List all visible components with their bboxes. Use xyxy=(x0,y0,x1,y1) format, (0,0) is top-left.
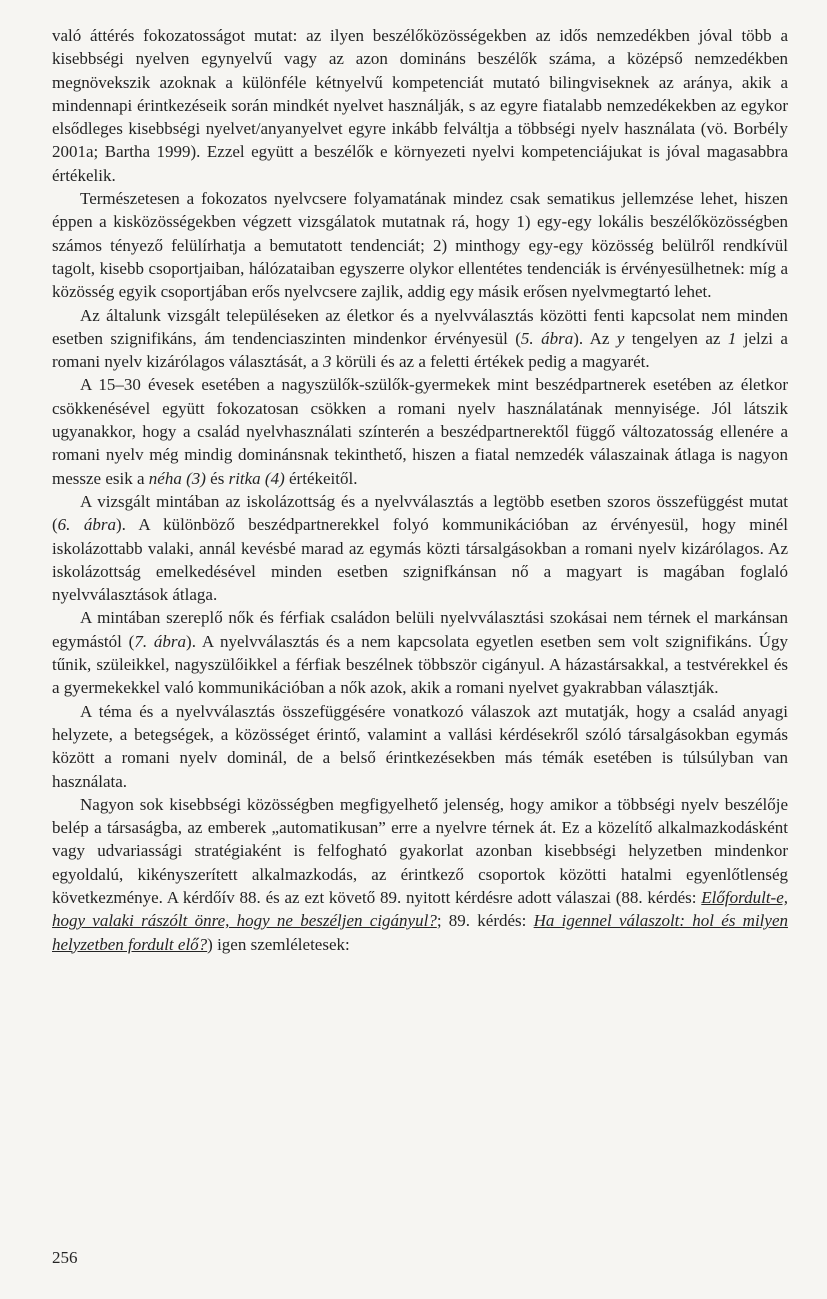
document-page xyxy=(52,24,788,956)
italic-text: 6. ábra xyxy=(57,515,116,535)
text-segment: ). A nyelvválasztás és a nem kapcsolata egyetlen esetben sem volt szignifikáns. Úgy tűnik, szüleikkel, nagyszülőikkel a férfiak beszélnek többször cigányul. A házastársakkal, a testvérekkel és a gyermekekkel való kommunikációban a nők azok, akik a romani nyelvet gyakrabban választják. xyxy=(52,631,788,698)
text-segment: Az általunk vizsgált településeken az életkor és a nyelvválasztás közötti fenti kapcsolat nem minden esetben szignifikáns, ám tendenciaszinten mindenkor érvényesül ( xyxy=(52,305,788,348)
text-segment: ) igen szemléletesek: xyxy=(207,934,350,954)
paragraph-5 xyxy=(52,490,788,606)
text-segment: A téma és a nyelvválasztás összefüggésére vonatkozó válaszok azt mutatják, hogy a család anyagi helyzete, a betegségek, a közösséget érintő, valamint a vallási kérdésekről szóló társalgásokban egymás között a romani nyelv dominál, de a belső érintkezésekben más témák esetében is túlsúlyban van használata. xyxy=(52,701,788,791)
text-segment: A mintában szereplő nők és férfiak családon belüli nyelvválasztási szokásai nem térnek el markánsan egymástól ( xyxy=(52,608,788,651)
italic-text: néha (3) xyxy=(148,468,206,488)
paragraph-4 xyxy=(52,373,788,489)
italic-text: 1 xyxy=(727,328,737,348)
text-segment: és xyxy=(205,468,229,488)
underlined-text: Ha igennel válaszolt: hol és milyen helyzetben fordult elő? xyxy=(52,911,788,954)
italic-text: 3 xyxy=(322,352,332,372)
text-segment: Természetesen a fokozatos nyelvcsere folyamatának mindez csak sematikus jellemzése lehet, hiszen éppen a kisközösségekben végzett vizsgálatok mutatnak rá, hogy 1) egy-egy lokális beszélőközösségben számos tényező felülírhatja a bemutatott tendenciát; 2) minthogy egy-egy közösség belülről rendkívül tagolt, kisebb csoportjaiban, hálózataiban egyszerre olykor ellentétes tendenciák is érvényesülhetnek: míg a közösség egyik csoportjában erős nyelvcsere zajlik, addig egy másik erősen nyelvmegtartó lehet. xyxy=(52,189,788,302)
paragraph-8 xyxy=(52,793,788,956)
paragraph-6 xyxy=(52,606,788,699)
paragraph-7 xyxy=(52,700,788,793)
italic-text: 7. ábra xyxy=(134,631,187,651)
text-segment: ). Az xyxy=(573,328,617,348)
text-segment: A 15–30 évesek esetében a nagyszülők-szülők-gyermekek mint beszédpartnerek esetében az életkor csökkenésével együtt fokozatosan csökken a romani nyelv használatának mennyisége. Jól látszik ugyanakkor, hogy a család nyelvhasználati színterén a beszédpartnerektől függő változatosság ellenére a romani nyelv még mindig dominánsnak tekinthető, hiszen a fiatal nemzedék válaszainak átlaga is nagyon messze esik a xyxy=(52,375,788,488)
text-segment: Nagyon sok kisebbségi közösségben megfigyelhető jelenség, hogy amikor a többségi nyelv beszélője belép a társaságba, az emberek „automatikusan” erre a nyelvre térnek át. Ez a közelítő alkalmazkodásként vagy udvariassági stratégiaként is felfogható gyakorlat azonban kisebbségi helyzetben mindenkor egyoldalú, kikényszerített alkalmazkodás, az érintkező csoportok közötti hatalmi egyenlőtlenség következménye. A kérdőív 88. és az ezt követő 89. nyitott kérdésre adott válaszai (88. kérdés: xyxy=(52,794,788,907)
text-segment: értékeitől. xyxy=(284,468,358,488)
paragraph-1 xyxy=(52,24,788,187)
text-segment: körüli és az a feletti értékek pedig a magyarét. xyxy=(331,352,650,372)
text-segment: tengelyen az xyxy=(624,328,728,348)
text-segment: ; 89. kérdés: xyxy=(436,911,534,931)
underlined-text: Előfordult-e, hogy valaki rászólt önre, hogy ne beszéljen cigányul? xyxy=(52,887,788,931)
text-segment: jelzi a romani nyelv kizárólagos választását, a xyxy=(52,328,788,372)
italic-text: 5. ábra xyxy=(520,328,574,348)
italic-text: ritka (4) xyxy=(228,468,285,488)
text-segment: való áttérés fokozatosságot mutat: az ilyen beszélőközösségekben az idős nemzedékben jóval több a kisebbségi nyelven egynyelvű vagy az azon domináns beszélők száma, a középső nemzedékben megnövekszik azoknak a különféle kétnyelvű kompetenciát mutató bilingviseknek az aránya, akik a mindennapi érintkezéseik során mindkét nyelvet használják, s az egyre fiatalabb nemzedékekben az egykor elsődleges kisebbségi nyelvet/anyanyelvet egyre inkább felváltja a többségi nyelv használata (vö. Borbély 2001a; Bartha 1999). Ezzel együtt a beszélők e környezeti nyelvi kompetenciájukat is jóval magasabbra értékelik. xyxy=(52,26,788,185)
page-number: 256 xyxy=(52,1248,78,1267)
paragraph-2 xyxy=(52,187,788,303)
text-segment: A vizsgált mintában az iskolázottság és a nyelvválasztás a legtöbb esetben szoros összefüggést mutat ( xyxy=(52,491,788,535)
italic-text: y xyxy=(616,328,625,348)
text-segment: ). A különböző beszédpartnerekkel folyó kommunikációban az érvényesül, hogy minél iskolázottabb valaki, annál kevésbé marad az egymás közti társalgásokban a romani nyelv kizárólagos. Az iskolázottság emelkedésével minden esetben szignifkánsan nő a magyart is magában foglaló nyelvválasztások átlaga. xyxy=(52,515,788,605)
paragraph-3 xyxy=(52,304,788,374)
